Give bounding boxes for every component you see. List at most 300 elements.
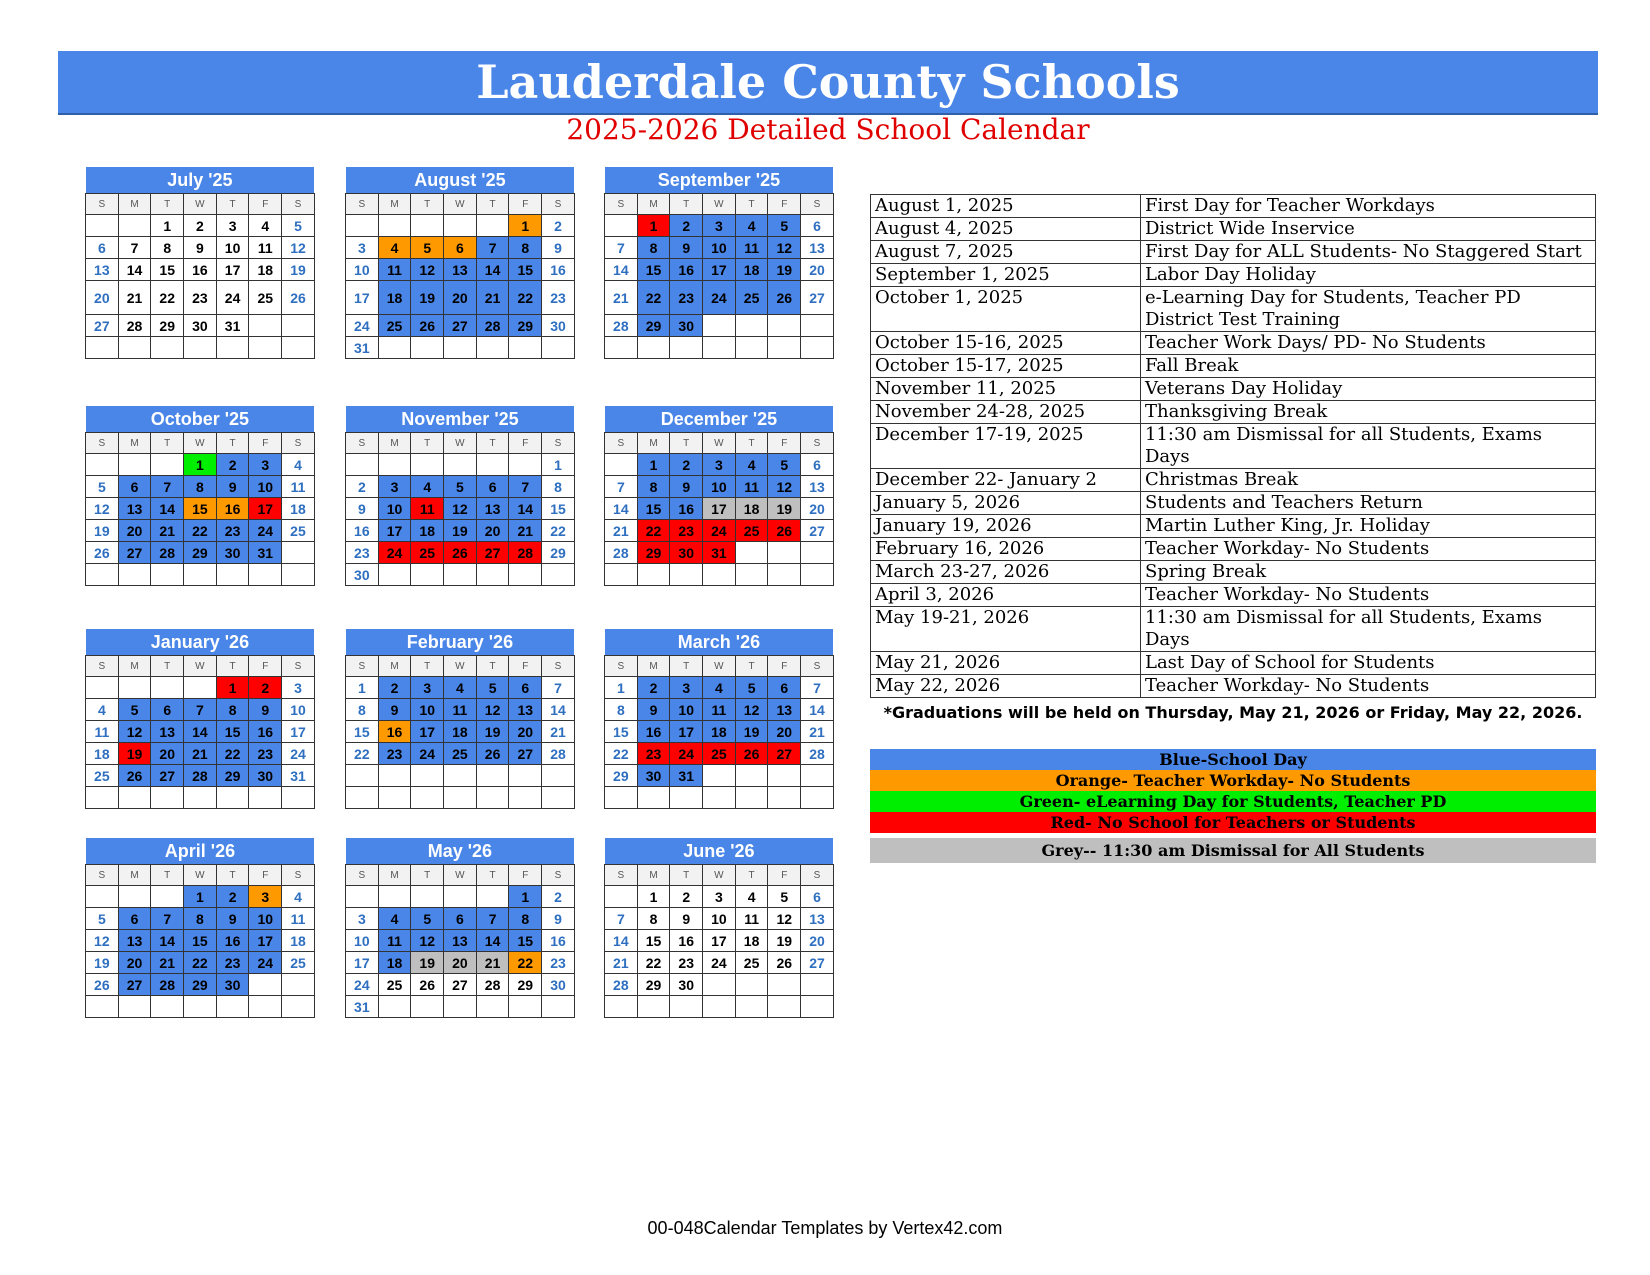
- day-cell[interactable]: 24: [411, 743, 444, 765]
- day-cell[interactable]: 18: [411, 520, 444, 542]
- day-cell[interactable]: [86, 454, 119, 476]
- day-cell[interactable]: 25: [282, 952, 315, 974]
- day-cell[interactable]: 29: [184, 542, 217, 564]
- day-cell[interactable]: 7: [605, 237, 638, 259]
- day-cell[interactable]: 28: [476, 315, 509, 337]
- day-cell[interactable]: 15: [346, 721, 379, 743]
- day-cell[interactable]: 6: [444, 237, 477, 259]
- day-cell[interactable]: [605, 215, 638, 237]
- day-cell[interactable]: [184, 996, 217, 1018]
- day-cell[interactable]: 7: [509, 476, 542, 498]
- day-cell[interactable]: 4: [735, 886, 768, 908]
- day-cell[interactable]: 26: [735, 743, 768, 765]
- day-cell[interactable]: 20: [444, 281, 477, 315]
- day-cell[interactable]: 18: [86, 743, 119, 765]
- day-cell[interactable]: [184, 677, 217, 699]
- day-cell[interactable]: 12: [768, 237, 801, 259]
- day-cell[interactable]: 6: [151, 699, 184, 721]
- day-cell[interactable]: 2: [542, 886, 575, 908]
- day-cell[interactable]: [411, 765, 444, 787]
- day-cell[interactable]: 11: [378, 259, 411, 281]
- day-cell[interactable]: 30: [637, 765, 670, 787]
- day-cell[interactable]: 4: [735, 454, 768, 476]
- day-cell[interactable]: 9: [670, 908, 703, 930]
- day-cell[interactable]: 19: [282, 259, 315, 281]
- day-cell[interactable]: 31: [282, 765, 315, 787]
- day-cell[interactable]: [768, 996, 801, 1018]
- day-cell[interactable]: 1: [346, 677, 379, 699]
- day-cell[interactable]: 26: [476, 743, 509, 765]
- day-cell[interactable]: 14: [509, 498, 542, 520]
- day-cell[interactable]: 26: [411, 974, 444, 996]
- day-cell[interactable]: [670, 564, 703, 586]
- day-cell[interactable]: 25: [735, 952, 768, 974]
- day-cell[interactable]: 8: [346, 699, 379, 721]
- day-cell[interactable]: 24: [216, 281, 249, 315]
- day-cell[interactable]: 22: [346, 743, 379, 765]
- day-cell[interactable]: [605, 454, 638, 476]
- day-cell[interactable]: [411, 886, 444, 908]
- day-cell[interactable]: 13: [118, 930, 151, 952]
- day-cell[interactable]: 31: [670, 765, 703, 787]
- day-cell[interactable]: [444, 337, 477, 359]
- day-cell[interactable]: [509, 996, 542, 1018]
- day-cell[interactable]: 9: [216, 908, 249, 930]
- day-cell[interactable]: 27: [801, 281, 834, 315]
- day-cell[interactable]: 14: [605, 259, 638, 281]
- day-cell[interactable]: 30: [670, 542, 703, 564]
- day-cell[interactable]: 25: [249, 281, 282, 315]
- day-cell[interactable]: [801, 337, 834, 359]
- day-cell[interactable]: [735, 315, 768, 337]
- day-cell[interactable]: 20: [118, 952, 151, 974]
- day-cell[interactable]: [86, 564, 119, 586]
- day-cell[interactable]: 8: [637, 908, 670, 930]
- day-cell[interactable]: [184, 787, 217, 809]
- day-cell[interactable]: 21: [476, 281, 509, 315]
- day-cell[interactable]: 31: [346, 337, 379, 359]
- day-cell[interactable]: 25: [703, 743, 736, 765]
- day-cell[interactable]: 2: [216, 886, 249, 908]
- day-cell[interactable]: 9: [542, 908, 575, 930]
- day-cell[interactable]: 10: [703, 908, 736, 930]
- day-cell[interactable]: [378, 765, 411, 787]
- day-cell[interactable]: 9: [378, 699, 411, 721]
- day-cell[interactable]: [509, 765, 542, 787]
- day-cell[interactable]: [509, 337, 542, 359]
- day-cell[interactable]: [86, 886, 119, 908]
- day-cell[interactable]: 30: [216, 974, 249, 996]
- day-cell[interactable]: 1: [637, 454, 670, 476]
- day-cell[interactable]: 18: [444, 721, 477, 743]
- day-cell[interactable]: 28: [542, 743, 575, 765]
- day-cell[interactable]: [249, 787, 282, 809]
- day-cell[interactable]: 27: [509, 743, 542, 765]
- day-cell[interactable]: 21: [509, 520, 542, 542]
- day-cell[interactable]: 29: [151, 315, 184, 337]
- day-cell[interactable]: [444, 886, 477, 908]
- day-cell[interactable]: [703, 337, 736, 359]
- day-cell[interactable]: 11: [86, 721, 119, 743]
- day-cell[interactable]: 2: [670, 454, 703, 476]
- day-cell[interactable]: [476, 996, 509, 1018]
- day-cell[interactable]: 2: [184, 215, 217, 237]
- day-cell[interactable]: 1: [637, 215, 670, 237]
- day-cell[interactable]: 20: [151, 743, 184, 765]
- day-cell[interactable]: 23: [378, 743, 411, 765]
- day-cell[interactable]: [703, 787, 736, 809]
- day-cell[interactable]: [801, 787, 834, 809]
- day-cell[interactable]: 11: [411, 498, 444, 520]
- day-cell[interactable]: [151, 454, 184, 476]
- day-cell[interactable]: 7: [605, 476, 638, 498]
- day-cell[interactable]: 3: [703, 215, 736, 237]
- day-cell[interactable]: 24: [703, 520, 736, 542]
- day-cell[interactable]: [735, 542, 768, 564]
- day-cell[interactable]: 9: [637, 699, 670, 721]
- day-cell[interactable]: 11: [735, 237, 768, 259]
- day-cell[interactable]: [151, 996, 184, 1018]
- day-cell[interactable]: [282, 542, 315, 564]
- day-cell[interactable]: 8: [637, 476, 670, 498]
- day-cell[interactable]: 18: [378, 281, 411, 315]
- day-cell[interactable]: 16: [249, 721, 282, 743]
- day-cell[interactable]: 4: [249, 215, 282, 237]
- day-cell[interactable]: 27: [801, 520, 834, 542]
- day-cell[interactable]: [476, 564, 509, 586]
- day-cell[interactable]: 10: [249, 908, 282, 930]
- day-cell[interactable]: 18: [735, 498, 768, 520]
- day-cell[interactable]: 8: [184, 908, 217, 930]
- day-cell[interactable]: 22: [509, 952, 542, 974]
- day-cell[interactable]: 27: [801, 952, 834, 974]
- day-cell[interactable]: [476, 765, 509, 787]
- day-cell[interactable]: 12: [768, 908, 801, 930]
- day-cell[interactable]: 3: [249, 886, 282, 908]
- day-cell[interactable]: [346, 215, 379, 237]
- day-cell[interactable]: [801, 996, 834, 1018]
- day-cell[interactable]: 15: [184, 498, 217, 520]
- day-cell[interactable]: 18: [735, 930, 768, 952]
- day-cell[interactable]: 31: [249, 542, 282, 564]
- day-cell[interactable]: 16: [346, 520, 379, 542]
- day-cell[interactable]: [118, 215, 151, 237]
- day-cell[interactable]: 4: [411, 476, 444, 498]
- day-cell[interactable]: 18: [282, 498, 315, 520]
- day-cell[interactable]: 15: [637, 259, 670, 281]
- day-cell[interactable]: [86, 677, 119, 699]
- day-cell[interactable]: 19: [86, 952, 119, 974]
- day-cell[interactable]: [282, 564, 315, 586]
- day-cell[interactable]: 14: [184, 721, 217, 743]
- day-cell[interactable]: [249, 996, 282, 1018]
- day-cell[interactable]: 3: [249, 454, 282, 476]
- day-cell[interactable]: 11: [282, 908, 315, 930]
- day-cell[interactable]: 11: [444, 699, 477, 721]
- day-cell[interactable]: 31: [703, 542, 736, 564]
- day-cell[interactable]: [735, 787, 768, 809]
- day-cell[interactable]: 22: [184, 952, 217, 974]
- day-cell[interactable]: 12: [282, 237, 315, 259]
- day-cell[interactable]: 23: [670, 281, 703, 315]
- day-cell[interactable]: [86, 996, 119, 1018]
- day-cell[interactable]: 30: [346, 564, 379, 586]
- day-cell[interactable]: 12: [735, 699, 768, 721]
- day-cell[interactable]: [444, 215, 477, 237]
- day-cell[interactable]: 3: [346, 908, 379, 930]
- day-cell[interactable]: 16: [184, 259, 217, 281]
- day-cell[interactable]: [768, 315, 801, 337]
- day-cell[interactable]: 1: [151, 215, 184, 237]
- day-cell[interactable]: 22: [216, 743, 249, 765]
- day-cell[interactable]: 20: [86, 281, 119, 315]
- day-cell[interactable]: [703, 996, 736, 1018]
- day-cell[interactable]: [768, 765, 801, 787]
- day-cell[interactable]: 29: [184, 974, 217, 996]
- day-cell[interactable]: 19: [118, 743, 151, 765]
- day-cell[interactable]: [346, 886, 379, 908]
- day-cell[interactable]: [282, 315, 315, 337]
- day-cell[interactable]: [605, 996, 638, 1018]
- day-cell[interactable]: 5: [444, 476, 477, 498]
- day-cell[interactable]: 25: [411, 542, 444, 564]
- day-cell[interactable]: 10: [411, 699, 444, 721]
- day-cell[interactable]: 13: [801, 476, 834, 498]
- day-cell[interactable]: [118, 454, 151, 476]
- day-cell[interactable]: 4: [735, 215, 768, 237]
- day-cell[interactable]: 22: [542, 520, 575, 542]
- day-cell[interactable]: 12: [411, 259, 444, 281]
- day-cell[interactable]: [444, 787, 477, 809]
- day-cell[interactable]: 17: [346, 952, 379, 974]
- day-cell[interactable]: 17: [249, 930, 282, 952]
- day-cell[interactable]: 14: [542, 699, 575, 721]
- day-cell[interactable]: 26: [118, 765, 151, 787]
- day-cell[interactable]: [249, 337, 282, 359]
- day-cell[interactable]: 5: [411, 237, 444, 259]
- day-cell[interactable]: 25: [378, 315, 411, 337]
- day-cell[interactable]: 13: [476, 498, 509, 520]
- day-cell[interactable]: 9: [670, 237, 703, 259]
- day-cell[interactable]: 21: [476, 952, 509, 974]
- day-cell[interactable]: 9: [346, 498, 379, 520]
- day-cell[interactable]: 7: [151, 908, 184, 930]
- day-cell[interactable]: 20: [118, 520, 151, 542]
- day-cell[interactable]: 22: [509, 281, 542, 315]
- day-cell[interactable]: 24: [378, 542, 411, 564]
- day-cell[interactable]: 11: [703, 699, 736, 721]
- day-cell[interactable]: 1: [542, 454, 575, 476]
- day-cell[interactable]: [670, 787, 703, 809]
- day-cell[interactable]: 16: [216, 930, 249, 952]
- day-cell[interactable]: [118, 337, 151, 359]
- day-cell[interactable]: 16: [542, 259, 575, 281]
- day-cell[interactable]: 25: [86, 765, 119, 787]
- day-cell[interactable]: 26: [768, 281, 801, 315]
- day-cell[interactable]: 6: [86, 237, 119, 259]
- day-cell[interactable]: [605, 787, 638, 809]
- day-cell[interactable]: 22: [184, 520, 217, 542]
- day-cell[interactable]: [476, 886, 509, 908]
- day-cell[interactable]: [378, 996, 411, 1018]
- day-cell[interactable]: 4: [282, 454, 315, 476]
- day-cell[interactable]: 22: [637, 520, 670, 542]
- day-cell[interactable]: [768, 787, 801, 809]
- day-cell[interactable]: [411, 564, 444, 586]
- day-cell[interactable]: 17: [216, 259, 249, 281]
- day-cell[interactable]: [476, 215, 509, 237]
- day-cell[interactable]: 24: [282, 743, 315, 765]
- day-cell[interactable]: [637, 564, 670, 586]
- day-cell[interactable]: 29: [637, 542, 670, 564]
- day-cell[interactable]: 29: [542, 542, 575, 564]
- day-cell[interactable]: 28: [151, 974, 184, 996]
- day-cell[interactable]: 15: [605, 721, 638, 743]
- day-cell[interactable]: 6: [768, 677, 801, 699]
- day-cell[interactable]: 16: [216, 498, 249, 520]
- day-cell[interactable]: 15: [542, 498, 575, 520]
- day-cell[interactable]: [768, 337, 801, 359]
- day-cell[interactable]: 7: [542, 677, 575, 699]
- day-cell[interactable]: 3: [703, 454, 736, 476]
- day-cell[interactable]: 17: [703, 259, 736, 281]
- day-cell[interactable]: [444, 454, 477, 476]
- day-cell[interactable]: 21: [151, 952, 184, 974]
- day-cell[interactable]: 30: [542, 974, 575, 996]
- day-cell[interactable]: 31: [346, 996, 379, 1018]
- day-cell[interactable]: 5: [282, 215, 315, 237]
- day-cell[interactable]: 25: [444, 743, 477, 765]
- day-cell[interactable]: 26: [86, 542, 119, 564]
- day-cell[interactable]: 9: [542, 237, 575, 259]
- day-cell[interactable]: 6: [118, 476, 151, 498]
- day-cell[interactable]: [476, 787, 509, 809]
- day-cell[interactable]: 6: [801, 215, 834, 237]
- day-cell[interactable]: [86, 787, 119, 809]
- day-cell[interactable]: 14: [151, 498, 184, 520]
- day-cell[interactable]: 20: [768, 721, 801, 743]
- day-cell[interactable]: 7: [605, 908, 638, 930]
- day-cell[interactable]: 5: [86, 908, 119, 930]
- day-cell[interactable]: 23: [216, 520, 249, 542]
- day-cell[interactable]: 15: [509, 259, 542, 281]
- day-cell[interactable]: [444, 564, 477, 586]
- day-cell[interactable]: [637, 337, 670, 359]
- day-cell[interactable]: 28: [184, 765, 217, 787]
- day-cell[interactable]: [216, 337, 249, 359]
- day-cell[interactable]: [151, 677, 184, 699]
- day-cell[interactable]: 20: [476, 520, 509, 542]
- day-cell[interactable]: 5: [768, 886, 801, 908]
- day-cell[interactable]: 2: [637, 677, 670, 699]
- day-cell[interactable]: 29: [509, 315, 542, 337]
- day-cell[interactable]: [151, 886, 184, 908]
- day-cell[interactable]: [411, 454, 444, 476]
- day-cell[interactable]: 10: [346, 930, 379, 952]
- day-cell[interactable]: 8: [216, 699, 249, 721]
- day-cell[interactable]: 16: [637, 721, 670, 743]
- day-cell[interactable]: 14: [476, 259, 509, 281]
- day-cell[interactable]: 19: [411, 952, 444, 974]
- day-cell[interactable]: 6: [118, 908, 151, 930]
- day-cell[interactable]: 13: [118, 498, 151, 520]
- day-cell[interactable]: 5: [768, 215, 801, 237]
- day-cell[interactable]: 12: [476, 699, 509, 721]
- day-cell[interactable]: [378, 564, 411, 586]
- day-cell[interactable]: 10: [282, 699, 315, 721]
- day-cell[interactable]: 4: [444, 677, 477, 699]
- day-cell[interactable]: 1: [605, 677, 638, 699]
- day-cell[interactable]: 26: [768, 952, 801, 974]
- day-cell[interactable]: 4: [282, 886, 315, 908]
- day-cell[interactable]: [411, 787, 444, 809]
- day-cell[interactable]: [378, 215, 411, 237]
- day-cell[interactable]: 6: [476, 476, 509, 498]
- day-cell[interactable]: 12: [411, 930, 444, 952]
- day-cell[interactable]: [801, 315, 834, 337]
- day-cell[interactable]: 12: [118, 721, 151, 743]
- day-cell[interactable]: 2: [346, 476, 379, 498]
- day-cell[interactable]: 13: [86, 259, 119, 281]
- day-cell[interactable]: 15: [184, 930, 217, 952]
- day-cell[interactable]: 6: [444, 908, 477, 930]
- day-cell[interactable]: 13: [151, 721, 184, 743]
- day-cell[interactable]: 30: [216, 542, 249, 564]
- day-cell[interactable]: 28: [801, 743, 834, 765]
- day-cell[interactable]: 13: [444, 930, 477, 952]
- day-cell[interactable]: [509, 564, 542, 586]
- day-cell[interactable]: 27: [118, 542, 151, 564]
- day-cell[interactable]: 2: [542, 215, 575, 237]
- day-cell[interactable]: 20: [801, 930, 834, 952]
- day-cell[interactable]: 15: [151, 259, 184, 281]
- day-cell[interactable]: 1: [184, 886, 217, 908]
- day-cell[interactable]: 7: [476, 908, 509, 930]
- day-cell[interactable]: [411, 337, 444, 359]
- day-cell[interactable]: [411, 996, 444, 1018]
- day-cell[interactable]: 27: [86, 315, 119, 337]
- day-cell[interactable]: [282, 787, 315, 809]
- day-cell[interactable]: 27: [444, 974, 477, 996]
- day-cell[interactable]: 22: [151, 281, 184, 315]
- day-cell[interactable]: [509, 787, 542, 809]
- day-cell[interactable]: 5: [768, 454, 801, 476]
- day-cell[interactable]: 19: [444, 520, 477, 542]
- day-cell[interactable]: 24: [249, 520, 282, 542]
- day-cell[interactable]: 26: [282, 281, 315, 315]
- day-cell[interactable]: 10: [216, 237, 249, 259]
- day-cell[interactable]: [346, 787, 379, 809]
- day-cell[interactable]: 27: [768, 743, 801, 765]
- day-cell[interactable]: [735, 765, 768, 787]
- day-cell[interactable]: 11: [735, 908, 768, 930]
- day-cell[interactable]: 2: [216, 454, 249, 476]
- day-cell[interactable]: [411, 215, 444, 237]
- day-cell[interactable]: [542, 996, 575, 1018]
- day-cell[interactable]: 17: [249, 498, 282, 520]
- day-cell[interactable]: 31: [216, 315, 249, 337]
- day-cell[interactable]: 5: [411, 908, 444, 930]
- day-cell[interactable]: 8: [509, 237, 542, 259]
- day-cell[interactable]: 9: [216, 476, 249, 498]
- day-cell[interactable]: [378, 454, 411, 476]
- day-cell[interactable]: 8: [151, 237, 184, 259]
- day-cell[interactable]: 21: [605, 281, 638, 315]
- day-cell[interactable]: 7: [801, 677, 834, 699]
- day-cell[interactable]: 24: [703, 281, 736, 315]
- day-cell[interactable]: 15: [509, 930, 542, 952]
- day-cell[interactable]: 19: [735, 721, 768, 743]
